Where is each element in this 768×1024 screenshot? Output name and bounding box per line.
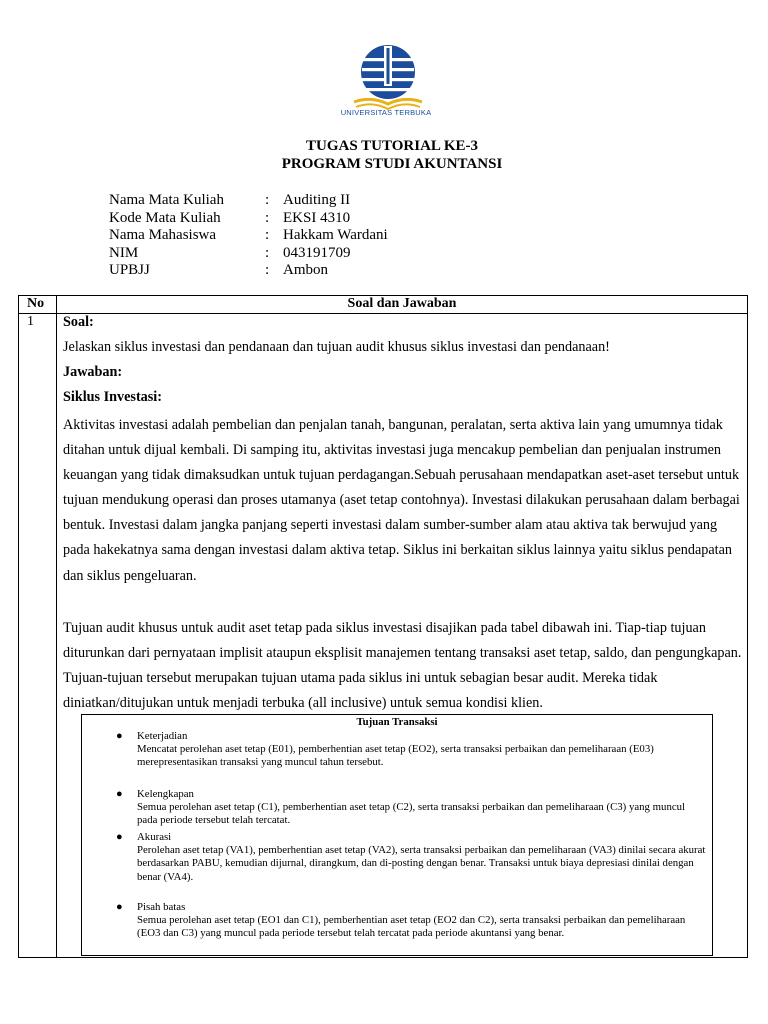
info-row <box>109 227 388 245</box>
document-subtitle: PROGRAM STUDI AKUNTANSI <box>281 156 503 172</box>
info-label: Kode Mata Kuliah <box>109 209 221 226</box>
tujuan-item-name: Kelengkapan <box>137 788 194 800</box>
student-info <box>109 192 388 280</box>
tujuan-item-text: Semua perolehan aset tetap (C1), pemberhentian aset tetap (C2), serta transaksi perbaikan dan pemeliharaan (C3) yang muncul pada periode tersebut telah tercatat. <box>137 801 686 827</box>
info-label: NIM <box>109 244 139 261</box>
tujuan-item-name: Pisah batas <box>137 901 186 913</box>
header-divider <box>19 313 747 314</box>
info-row <box>109 192 388 210</box>
soal-text: Jelaskan siklus investasi dan pendanaan dan tujuan audit khusus siklus investasi dan pendanaan! <box>63 339 610 355</box>
info-value: Hakkam Wardani <box>283 227 388 243</box>
info-row <box>109 210 388 228</box>
bullet-icon: ● <box>116 901 123 913</box>
info-value: 043191709 <box>283 244 351 261</box>
info-colon: : <box>265 262 270 278</box>
tujuan-item <box>137 901 707 941</box>
logo-caption: UNIVERSITAS TERBUKA <box>340 108 432 117</box>
tujuan-title: Tujuan Transaksi <box>356 716 438 728</box>
tujuan-item <box>137 788 707 828</box>
info-row <box>109 262 388 280</box>
info-row <box>109 245 388 263</box>
jawaban-heading: Jawaban: <box>63 364 123 380</box>
tujuan-item-text: Semua perolehan aset tetap (EO1 dan C1), pemberhentian aset tetap (EO2 dan C2), serta transaksi perbaikan dan pemeliharaan (EO3 dan C3) yang muncul pada periode tersebut telah tercatat pada periode akuntansi yang benar. <box>137 914 686 940</box>
tujuan-item <box>137 730 707 770</box>
row-number: 1 <box>27 314 34 329</box>
paragraph-tujuan-audit: Tujuan audit khusus untuk audit aset tetap pada siklus investasi disajikan pada tabel dibawah ini. Tiap-tiap tujuan diturunkan dari pernyataan implisit ataupun eksplisit manajemen tentang transaksi aset tetap, saldo, dan pengungkapan. Tujuan-tujuan tersebut merupakan tujuan utama pada siklus ini untuk sebagian besar audit. Mereka tidak diniatkan/ditujukan untuk menjadi terbuka (all inclusive) untuk semua kondisi klien. <box>63 620 742 712</box>
tujuan-item-name: Keterjadian <box>137 730 188 742</box>
bullet-icon: ● <box>116 831 123 843</box>
tujuan-transaksi-table <box>81 714 713 956</box>
paragraph-siklus-investasi: Aktivitas investasi adalah pembelian dan penjalan tanah, bangunan, peralatan, serta aktiva lain yang umumnya tidak ditahan untuk dijual kembali. Di samping itu, aktivitas investasi juga mencakup pembelian dan penjualan instrumen keuangan yang tidak dimaksudkan untuk tujuan perdagangan.Sebuah perusahaan mendapatkan aset-aset tersebut untuk tujuan mendukung operasi dan proses utamanya (aset tetap contohnya). Investasi dilakukan perusahaan dalam berbagai bentuk. Investasi dalam jangka panjang seperti investasi dalam sumber-sumber alam atau aktiva tak berwujud yang pada hakekatnya sama dengan investasi dalam aktiva tetap. Siklus ini berkaitan siklus lainnya yaitu siklus pendapatan dan siklus pengeluaran. <box>63 417 740 584</box>
tujuan-item-text: Perolehan aset tetap (VA1), pemberhentian aset tetap (VA2), serta transaksi perbaikan dan pemeliharaan (VA3) dinilai secara akurat berdasarkan PABU, kemudian dijurnal, dirangkum, dan di-posting dengan benar. Transaksi untuk biaya depresiasi dinilai dengan benar (VA4). <box>137 844 706 883</box>
info-colon: : <box>265 192 270 208</box>
tujuan-item-name: Akurasi <box>137 831 172 843</box>
info-colon: : <box>265 227 270 243</box>
tujuan-item <box>137 831 707 884</box>
info-value: EKSI 4310 <box>283 209 351 226</box>
bullet-icon: ● <box>116 788 123 800</box>
info-label: Nama Mata Kuliah <box>109 192 224 208</box>
info-value: Auditing II <box>283 192 351 208</box>
column-header-no: No <box>27 296 45 311</box>
soal-heading: Soal: <box>63 314 94 330</box>
column-header-soal: Soal dan Jawaban <box>347 296 457 311</box>
column-divider <box>56 296 57 957</box>
document-title: TUGAS TUTORIAL KE-3 <box>306 138 478 154</box>
tujuan-item-text: Mencatat perolehan aset tetap (E01), pemberhentian aset tetap (EO2), serta transaksi perbaikan dan pemeliharaan (E03) merepresentasikan transaksi yang muncul tahun tersebut. <box>137 743 654 769</box>
info-colon: : <box>265 209 270 226</box>
siklus-heading: Siklus Investasi: <box>63 389 162 405</box>
info-value: Ambon <box>283 262 328 278</box>
info-label: UPBJJ <box>109 262 150 278</box>
info-colon: : <box>265 244 270 261</box>
info-label: Nama Mahasiswa <box>109 227 217 243</box>
bullet-icon: ● <box>116 730 123 742</box>
